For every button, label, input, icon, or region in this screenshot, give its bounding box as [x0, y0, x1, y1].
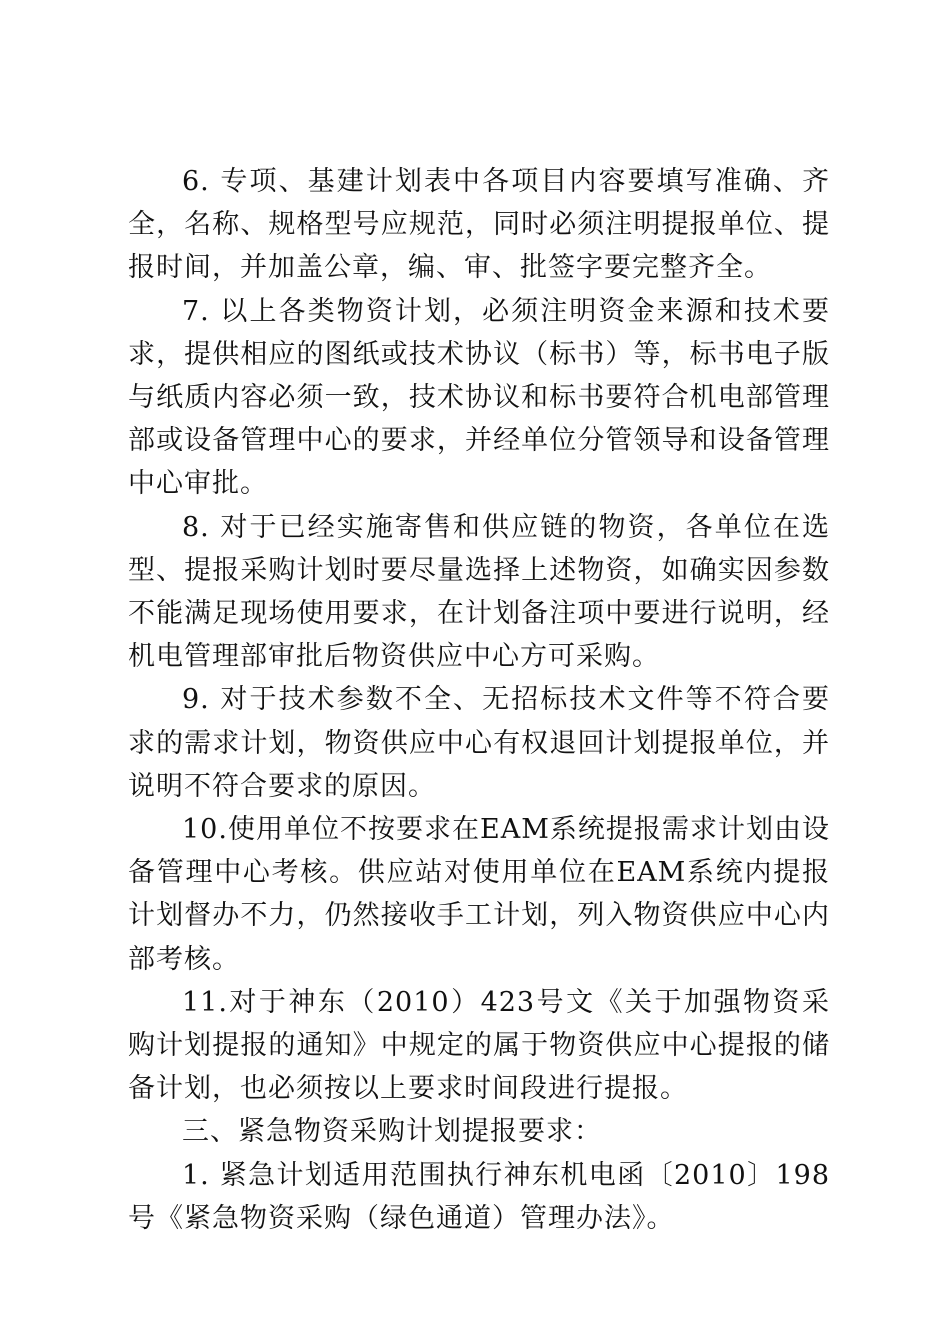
paragraph-item-1: 1. 紧急计划适用范围执行神东机电函〔2010〕198号《紧急物资采购（绿色通道）管理办法》。: [128, 1159, 830, 1234]
paragraph-item-10: 10.使用单位不按要求在EAM系统提报需求计划由设备管理中心考核。供应站对使用单位在EAM系统内提报计划督办不力，仍然接收手工计划，列入物资供应中心内部考核。: [128, 814, 830, 975]
section-heading-3: 三、紧急物资采购计划提报要求：: [182, 1116, 602, 1148]
paragraph-item-7: 7. 以上各类物资计划，必须注明资金来源和技术要求，提供相应的图纸或技术协议（标书）等，标书电子版与纸质内容必须一致，技术协议和标书要符合机电部管理部或设备管理中心的要求，并经单位分管领导和设备管理中心审批。: [128, 295, 830, 500]
paragraph-item-9: 9. 对于技术参数不全、无招标技术文件等不符合要求的需求计划，物资供应中心有权退回计划提报单位，并说明不符合要求的原因。: [128, 684, 830, 802]
paragraph-item-8: 8. 对于已经实施寄售和供应链的物资，各单位在选型、提报采购计划时要尽量选择上述物资，如确实因参数不能满足现场使用要求，在计划备注项中要进行说明，经机电管理部审批后物资供应中心方可采购。: [128, 511, 830, 673]
paragraph-item-6: 6. 专项、基建计划表中各项目内容要填写准确、齐全，名称、规格型号应规范，同时必须注明提报单位、提报时间，并加盖公章，编、审、批签字要完整齐全。: [128, 166, 830, 284]
paragraph-item-11: 11.对于神东（2010）423号文《关于加强物资采购计划提报的通知》中规定的属于物资供应中心提报的储备计划，也必须按以上要求时间段进行提报。: [128, 986, 830, 1105]
document-body: [128, 160, 830, 1240]
